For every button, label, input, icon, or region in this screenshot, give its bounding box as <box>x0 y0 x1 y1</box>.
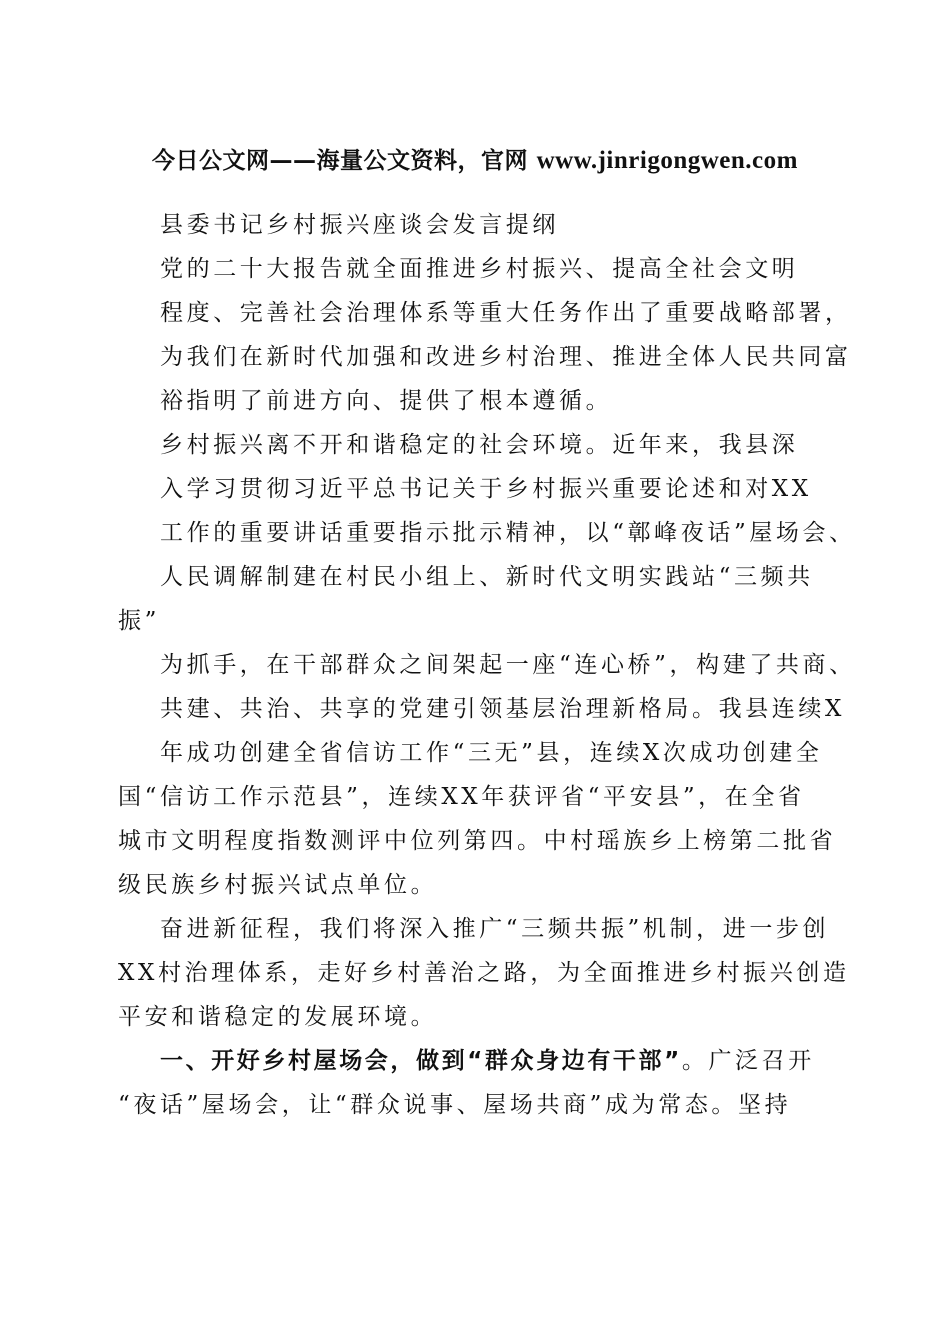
paragraph-line: 入学习贯彻习近平总书记关于乡村振兴重要论述和对XX <box>160 476 812 502</box>
paragraph-line: 裕指明了前进方向、提供了根本遵循。 <box>160 388 613 414</box>
paragraph-line: XX村治理体系，走好乡村善治之路，为全面推进乡村振兴创造 <box>118 960 850 986</box>
paragraph-line: 程度、完善社会治理体系等重大任务作出了重要战略部署， <box>160 300 852 326</box>
header-prefix: 今日公文网——海量公文资料，官网 <box>152 148 537 174</box>
section-1-line <box>160 1046 815 1076</box>
paragraph-line: 为我们在新时代加强和改进乡村治理、推进全体人民共同富 <box>160 344 852 370</box>
paragraph-line: 乡村振兴离不开和谐稳定的社会环境。近年来，我县深 <box>160 432 799 458</box>
document-title: 县委书记乡村振兴座谈会发言提纲 <box>160 212 559 238</box>
paragraph-line: 级民族乡村振兴试点单位。 <box>118 872 438 898</box>
paragraph-line: 振” <box>118 608 160 634</box>
section-1-text: 。广泛召开 <box>681 1048 815 1074</box>
paragraph-line: 城市文明程度指数测评中位列第四。中村瑶族乡上榜第二批省 <box>118 828 837 854</box>
page-header <box>0 142 950 175</box>
section-1-heading: 一、开好乡村屋场会，做到“群众身边有干部” <box>160 1048 682 1074</box>
paragraph-line: 工作的重要讲话重要指示批示精神，以“鄣峰夜话”屋场会、 <box>160 520 856 546</box>
paragraph-line: “夜话”屋场会，让“群众说事、屋场共商”成为常态。坚持 <box>118 1092 792 1118</box>
paragraph-line: 共建、共治、共享的党建引领基层治理新格局。我县连续X <box>160 696 845 722</box>
paragraph-line: 平安和谐稳定的发展环境。 <box>118 1004 438 1030</box>
paragraph-line: 为抓手，在干部群众之间架起一座“连心桥”，构建了共商、 <box>160 652 856 678</box>
paragraph-line: 党的二十大报告就全面推进乡村振兴、提高全社会文明 <box>160 256 799 282</box>
paragraph-line: 国“信访工作示范县”，连续XX年获评省“平安县”，在全省 <box>118 784 805 810</box>
paragraph-line: 年成功创建全省信访工作“三无”县，连续X次成功创建全 <box>160 740 823 766</box>
header-site-url[interactable]: www.jinrigongwen.com <box>536 147 798 174</box>
paragraph-line: 人民调解制建在村民小组上、新时代文明实践站“三频共 <box>160 564 814 590</box>
paragraph-line: 奋进新征程，我们将深入推广“三频共振”机制，进一步创 <box>160 916 830 942</box>
